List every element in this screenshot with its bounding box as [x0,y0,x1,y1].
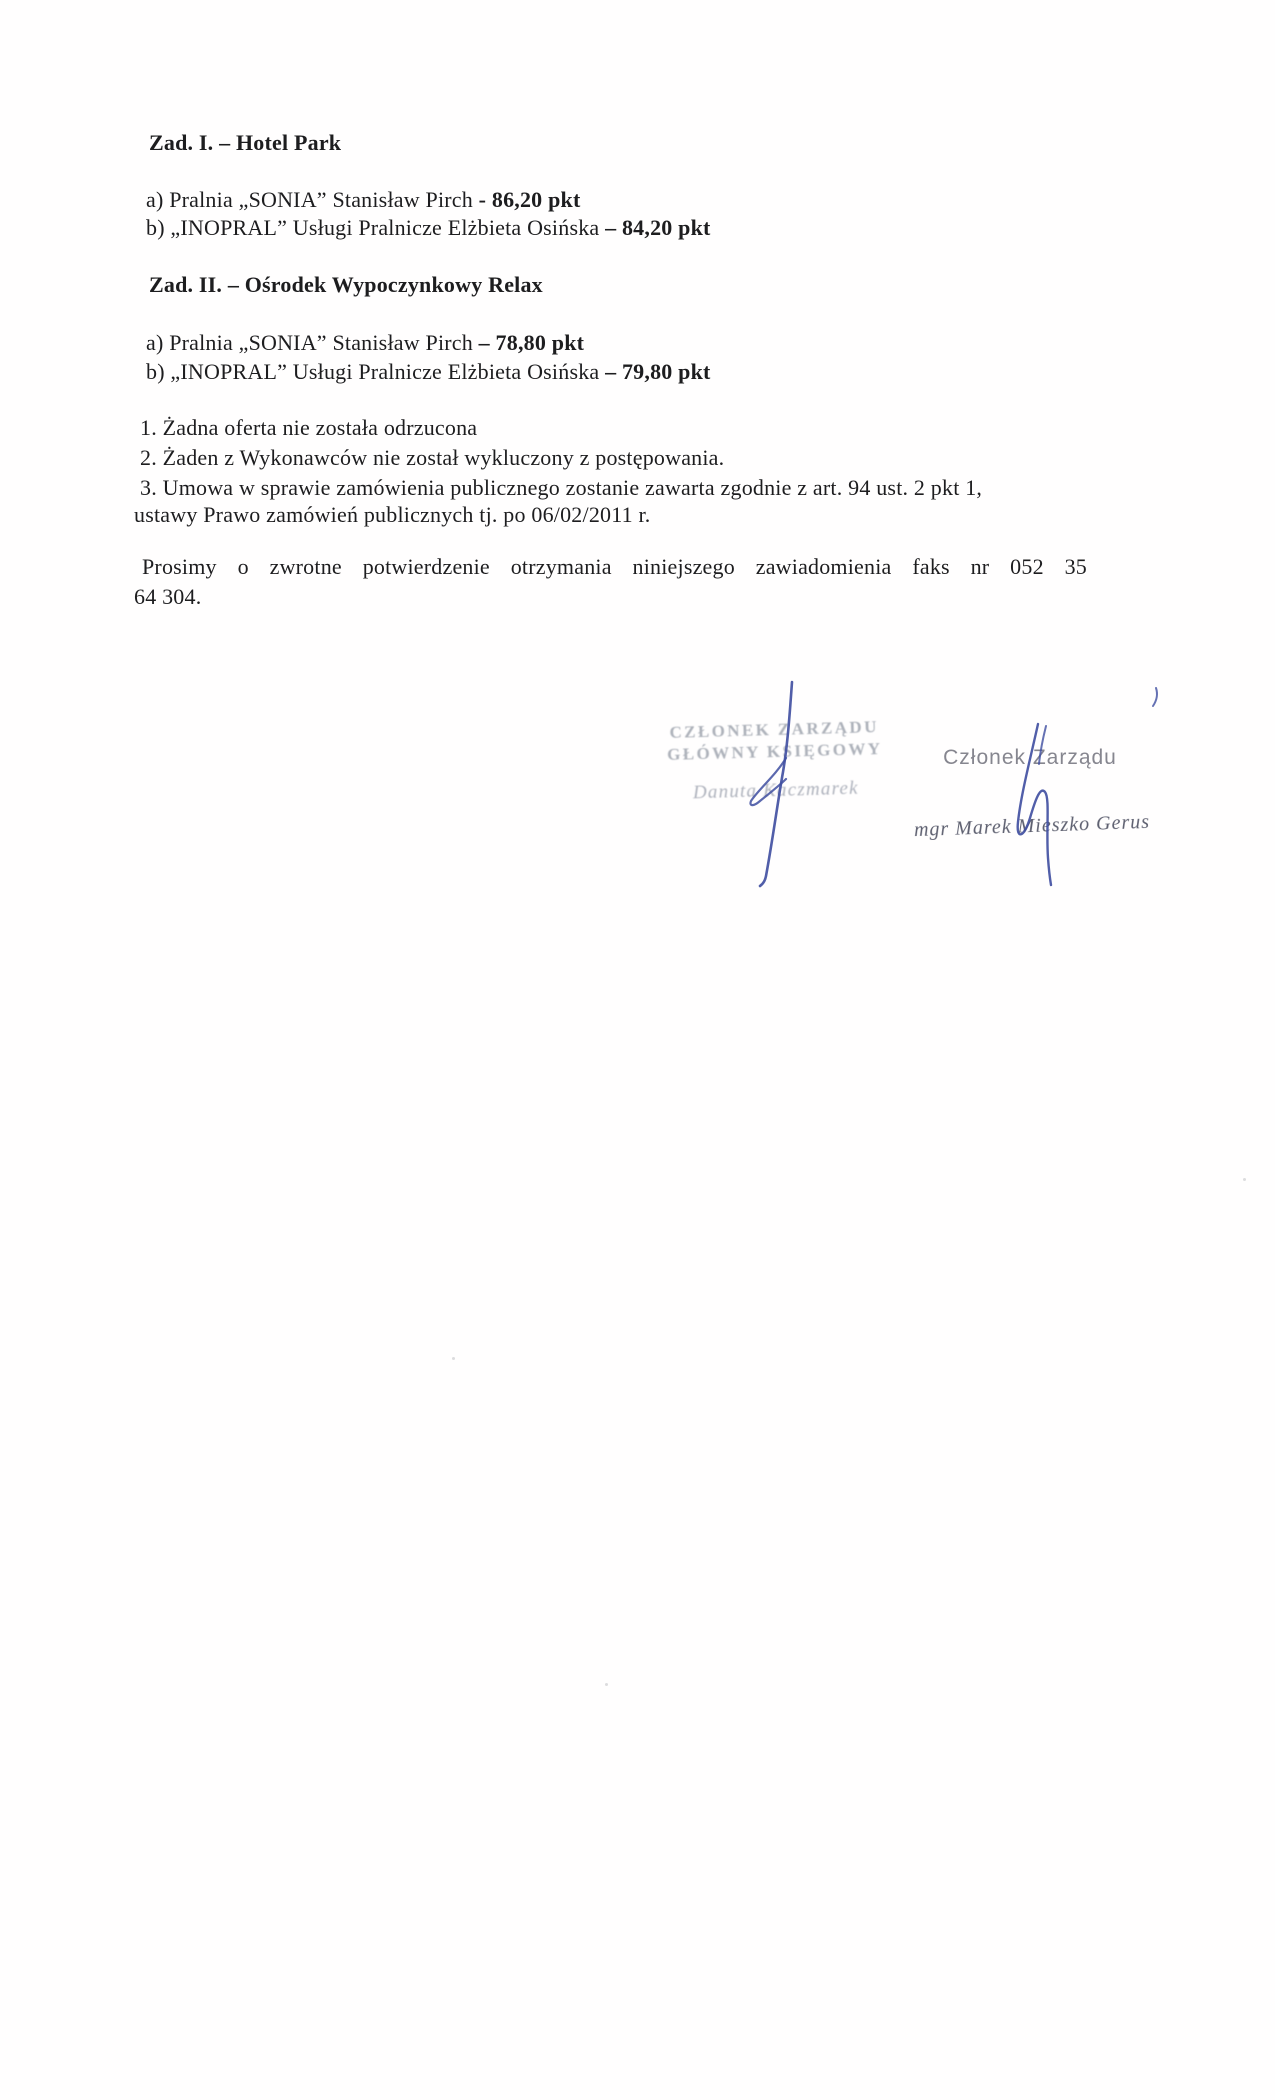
request-line-2: 64 304. [134,584,202,609]
signature-right-flick [1153,688,1157,706]
offer-score: – 78,80 pkt [478,330,585,355]
section-2-offer-a [146,328,584,357]
offer-score: - 86,20 pkt [478,187,581,212]
stamp-left-title-1: CZŁONEK ZARZĄDU [669,717,880,742]
stamp-right-name: mgr Marek Mieszko Gerus [913,810,1151,842]
request-line-1: Prosimy o zwrotne potwierdzenie otrzymania niniejszego zawiadomienia faks nr 052 35 [142,554,1087,579]
stamp-right [908,745,1152,771]
note-3-continuation: ustawy Prawo zamówień publicznych tj. po 06/02/2011 r. [134,502,651,527]
note-2: 2. Żaden z Wykonawców nie został wykluczony z postępowania. [140,445,725,470]
section-2-offer-b [146,357,711,386]
section-2-heading: Zad. II. – Ośrodek Wypoczynkowy Relax [149,272,543,297]
offer-text: b) „INOPRAL” Usługi Pralnicze Elżbieta Osińska [146,359,606,384]
section-1-offer-a [146,185,580,214]
scan-speck [605,1683,608,1686]
offer-score: – 84,20 pkt [605,215,711,240]
scan-speck [452,1357,455,1360]
stamp-left-name: Danuta Kaczmarek [692,777,859,804]
scan-speck [1243,1178,1246,1181]
stamp-left [651,716,899,807]
offer-text: a) Pralnia „SONIA” Stanisław Pirch [146,187,479,212]
offer-text: a) Pralnia „SONIA” Stanisław Pirch [146,330,479,355]
section-1-heading: Zad. I. – Hotel Park [149,130,342,155]
offer-text: b) „INOPRAL” Usługi Pralnicze Elżbieta Osińska [146,215,606,240]
stamp-left-title-2: GŁÓWNY KSIĘGOWY [666,739,883,765]
offer-score: – 79,80 pkt [605,359,711,384]
note-1: 1. Żadna oferta nie została odrzucona [140,415,478,440]
note-3: 3. Umowa w sprawie zamówienia publicznego zostanie zawarta zgodnie z art. 94 ust. 2 pkt 1, [140,475,983,500]
stamp-right-title-1: Członek Zarządu [943,746,1117,769]
section-1-offer-b [146,213,711,242]
